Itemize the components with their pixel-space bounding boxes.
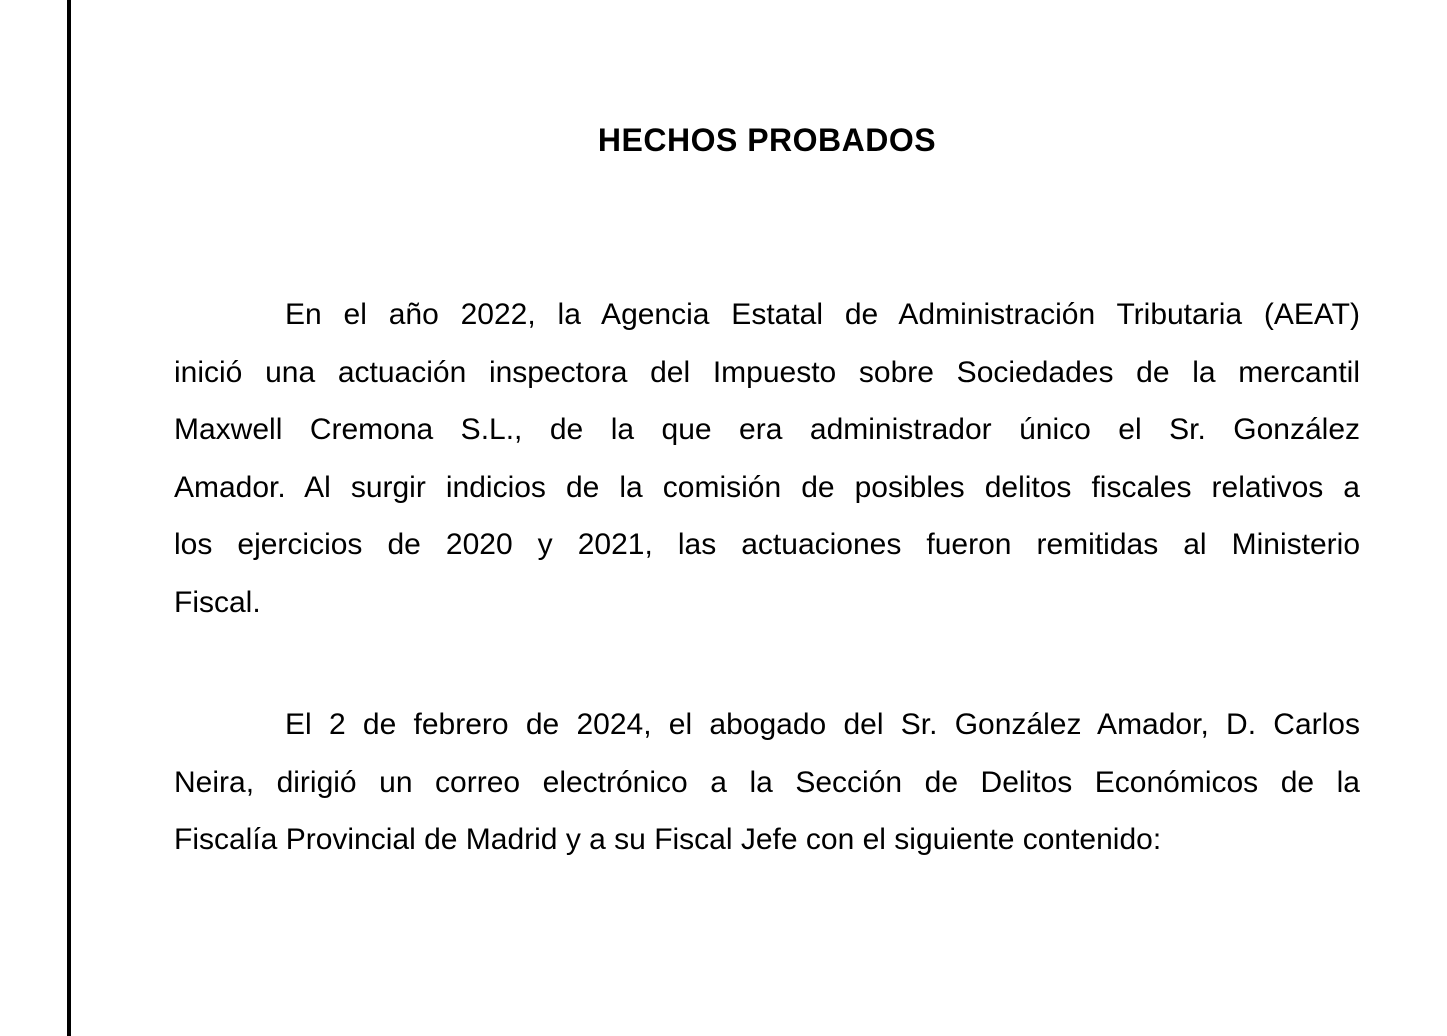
- text-line: Fiscal.: [174, 585, 261, 619]
- text-line: Fiscalía Provincial de Madrid y a su Fiscal Jefe con el siguiente contenido:: [174, 823, 1162, 856]
- document-page: [174, 0, 1360, 1036]
- text-line: inició una actuación inspectora del Impuesto sobre Sociedades de la mercantil: [174, 355, 1360, 389]
- text-line: El 2 de febrero de 2024, el abogado del Sr. González Amador, D. Carlos: [285, 708, 1360, 741]
- page-margin-rule: [67, 0, 71, 1036]
- paragraph-facts-2: [174, 696, 1360, 869]
- text-line: En el año 2022, la Agencia Estatal de Administración Tributaria (AEAT): [285, 298, 1360, 331]
- text-line: Maxwell Cremona S.L., de la que era administrador único el Sr. González: [174, 413, 1360, 446]
- document-title: HECHOS PROBADOS: [597, 122, 937, 158]
- paragraph-facts-1: [174, 286, 1360, 631]
- text-line: los ejercicios de 2020 y 2021, las actuaciones fueron remitidas al Ministerio: [174, 528, 1360, 561]
- text-line: Neira, dirigió un correo electrónico a la Sección de Delitos Económicos de la: [174, 765, 1360, 799]
- text-line: Amador. Al surgir indicios de la comisión de posibles delitos fiscales relativos a: [174, 470, 1360, 504]
